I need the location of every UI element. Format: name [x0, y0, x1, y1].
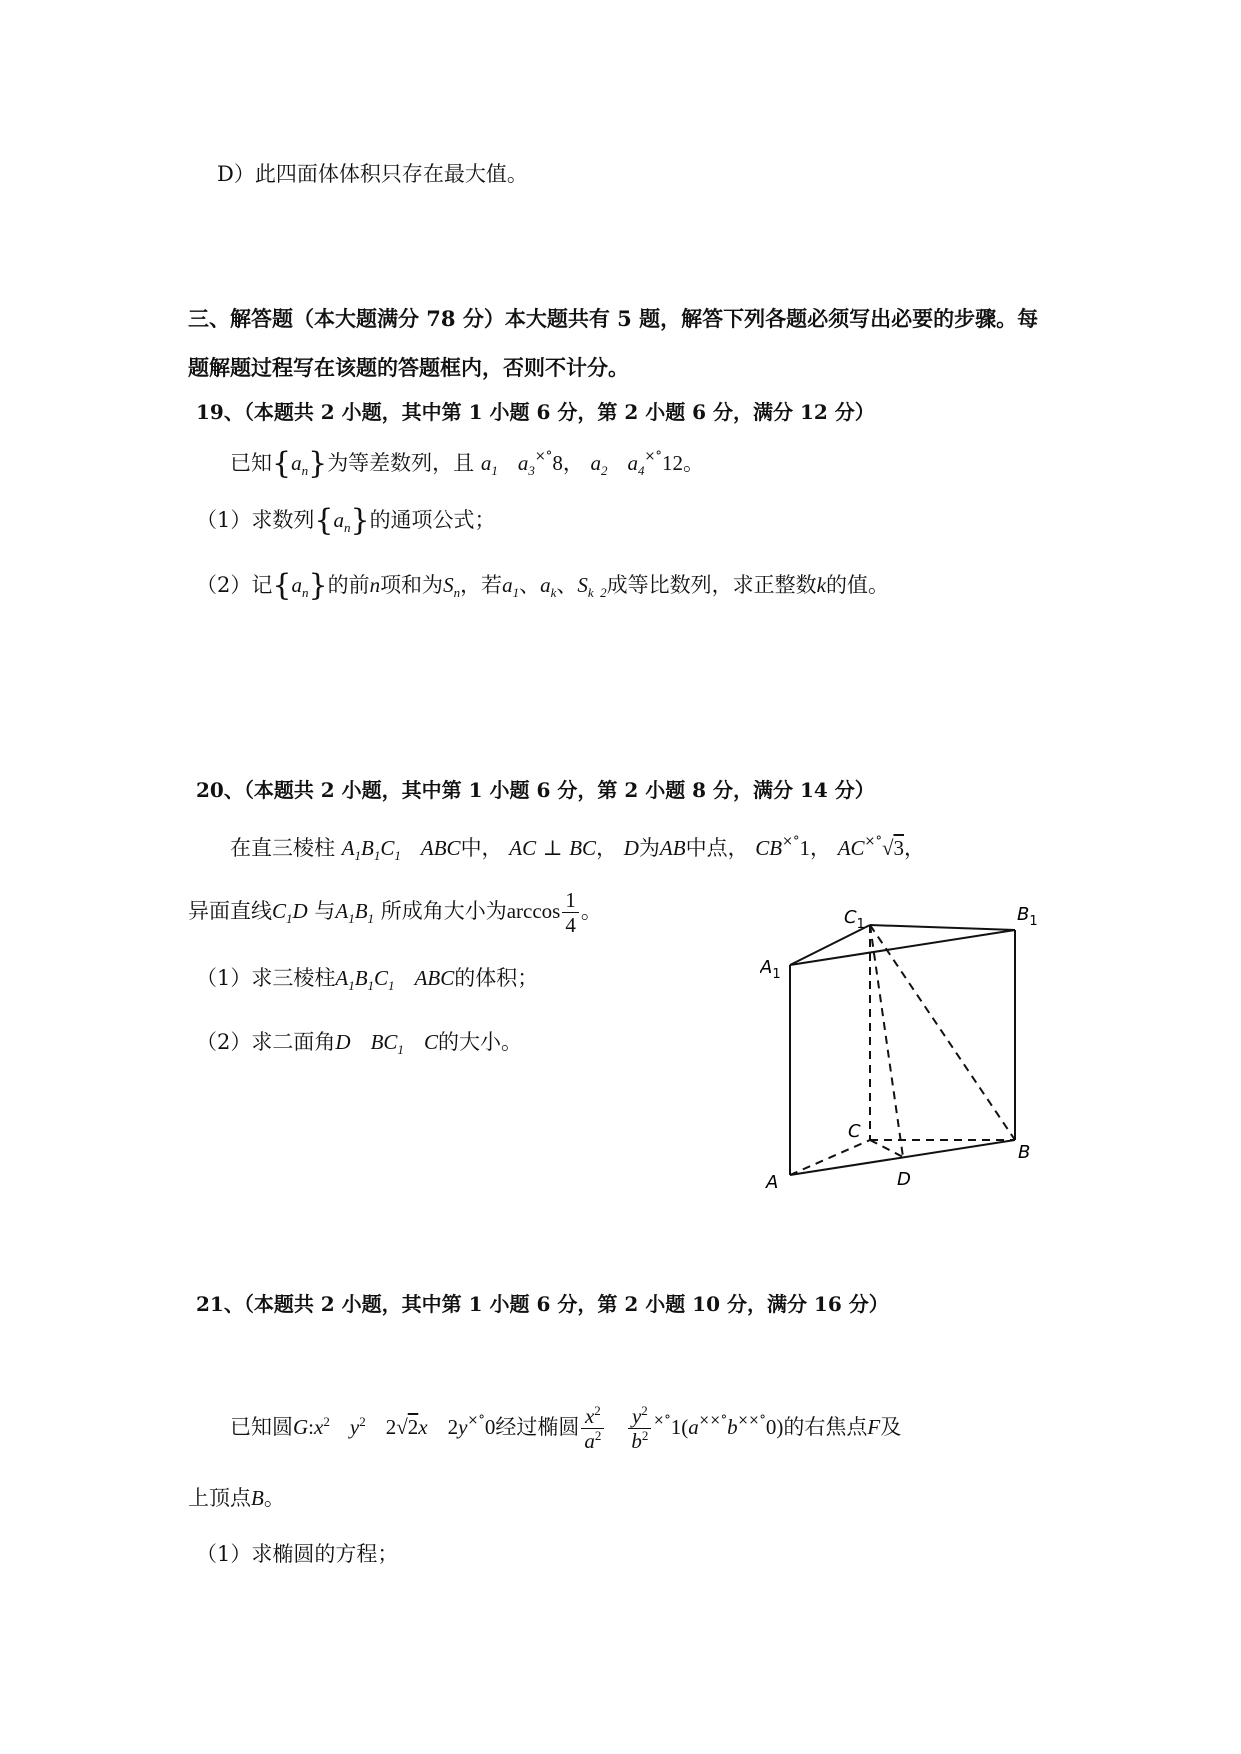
q20-given: 在直三棱柱 $A_1B_1C_1$ ABC中， AC ⊥ BC， D为AB中点， CB×°1， AC×°√3，	[230, 834, 925, 864]
q20-given-comma2: ，	[810, 836, 832, 860]
q20-fraction: $\frac{1}{4}$	[562, 888, 579, 937]
edge-c1-b	[870, 925, 1015, 1140]
q19-part2: （2）记$\{a_n\}$的前n项和为$S_n$，若$a_1$、$a_k$、$S_{k 2}$成等比数列，求正整数k的值。	[196, 568, 889, 603]
q21-frac-y: $\frac{y^2}{b^2}$	[628, 1404, 651, 1453]
label-b1: $B_1$	[1017, 904, 1038, 929]
q20-header: 20、（本题共 2 小题，其中第 1 小题 6 分，第 2 小题 8 分，满分 14 分）	[196, 778, 875, 802]
q19-part2-mid2: 项和为	[380, 573, 444, 597]
q20-arccos: arccos	[506, 899, 561, 923]
q20-given-comma3: ，	[903, 836, 925, 860]
edge-c1-d	[870, 925, 903, 1157]
q20-given-val1: 1	[799, 836, 811, 860]
label-c: C	[848, 1121, 861, 1142]
q21-given-prefix: 已知圆	[230, 1415, 293, 1439]
label-a: A	[766, 1172, 779, 1193]
q19-part2-mid1: 的前	[327, 573, 370, 597]
q20-line2-mid1: 与	[314, 899, 336, 923]
q21-header: 21、（本题共 2 小题，其中第 1 小题 6 分，第 2 小题 10 分，满分 16 分）	[196, 1292, 889, 1316]
q19-part2-end: 的值。	[825, 573, 889, 597]
q20-part2-suffix: 的大小。	[437, 1030, 522, 1054]
q21-part1: （1）求椭圆的方程；	[196, 1542, 399, 1566]
q21-frac-x: $\frac{x^2}{a^2}$	[581, 1404, 604, 1453]
q20-part1-suffix: 的体积；	[454, 966, 539, 990]
q20-given-mid1: 中，	[460, 836, 503, 860]
section3-heading-line1: 三、解答题（本大题满分 78 分）本大题共有 5 题，解答下列各题必须写出必要的步骤。每	[188, 306, 1039, 331]
q19-part2-mid3: ，若	[460, 573, 503, 597]
q19-part1: （1）求数列$\{a_n\}$的通项公式；	[196, 503, 496, 538]
q19-given-prefix: 已知	[230, 451, 272, 475]
q20-given-comma1: ，	[596, 836, 618, 860]
q21-given-mid: 经过椭圆	[495, 1415, 580, 1439]
q19-part2-sep2: 、	[556, 573, 578, 597]
q20-line2: 异面直线$C_1D$ 与$A_1B_1$ 所成角大小为arccos $\frac{1}{4}$ 。	[188, 888, 602, 937]
q20-given-val2: 3	[893, 836, 904, 860]
q20-line2-prefix: 异面直线	[188, 899, 272, 923]
q19-given-val1: 8	[552, 451, 563, 475]
edge-c-d	[870, 1140, 903, 1157]
q19-part2-sep1: 、	[519, 573, 541, 597]
q21-line2-prefix: 上顶点	[188, 1486, 251, 1510]
q19-given-mid: 为等差数列，且	[327, 451, 475, 475]
label-d: D	[897, 1169, 911, 1190]
q19-part2-suffix: 成等比数列，求正整数	[606, 573, 817, 597]
q21-line2-end: 。	[263, 1486, 285, 1510]
label-b: B	[1018, 1142, 1031, 1163]
label-a1: $A_1$	[760, 957, 781, 982]
section3-heading-line2: 题解题过程写在该题的答题框内，否则不计分。	[188, 355, 629, 380]
q19-given-val2: 12	[661, 451, 683, 475]
q20-part2-prefix: （2）求二面角	[196, 1030, 336, 1054]
q20-part1: （1）求三棱柱$A_1B_1C_1$ ABC的体积；	[196, 966, 539, 994]
q20-part1-prefix: （1）求三棱柱	[196, 966, 336, 990]
q20-line2-mid2: 所成角大小为	[380, 899, 507, 923]
q19-part2-prefix: （2）记	[196, 573, 273, 597]
q20-part2: （2）求二面角D $BC_1$ C的大小。	[196, 1030, 522, 1058]
q19-given-sep: ，	[562, 451, 584, 475]
label-c1: $C_1$	[844, 907, 865, 932]
q20-given-mid2: 为	[638, 836, 660, 860]
q20-given-prefix: 在直三棱柱	[230, 836, 335, 860]
q21-line2: 上顶点B。	[188, 1486, 285, 1510]
q19-given-end: 。	[682, 451, 704, 475]
q19-given: 已知$\{a_n\}$为等差数列，且 $a_1$ $a_3^{\times^\circ}8$， $a_2$ $a_4^{\times^\circ}12$。	[230, 446, 704, 481]
q19-part1-prefix: （1）求数列	[196, 508, 315, 532]
q19-header: 19、（本题共 2 小题，其中第 1 小题 6 分，第 2 小题 6 分，满分 12 分）	[196, 400, 875, 424]
q18-option-d: D）此四面体体积只存在最大值。	[217, 162, 528, 186]
q20-line2-end: 。	[580, 899, 602, 923]
q20-given-mid3: 中点，	[685, 836, 749, 860]
q19-part1-suffix: 的通项公式；	[369, 508, 496, 532]
q21-given: 已知圆$G:x^2$ $y^2$ 2√2x 2y×°0经过椭圆 $\frac{x^2}{a^2}$ $\frac{y^2}{b^2}$ ×°1(a××°b××°0)的右焦点F及	[230, 1403, 902, 1453]
q21-given-and: 及	[880, 1415, 902, 1439]
q21-given-suffix: 的右焦点	[783, 1415, 868, 1439]
prism-figure	[760, 895, 1080, 1195]
edge-c1-b1	[870, 925, 1015, 930]
